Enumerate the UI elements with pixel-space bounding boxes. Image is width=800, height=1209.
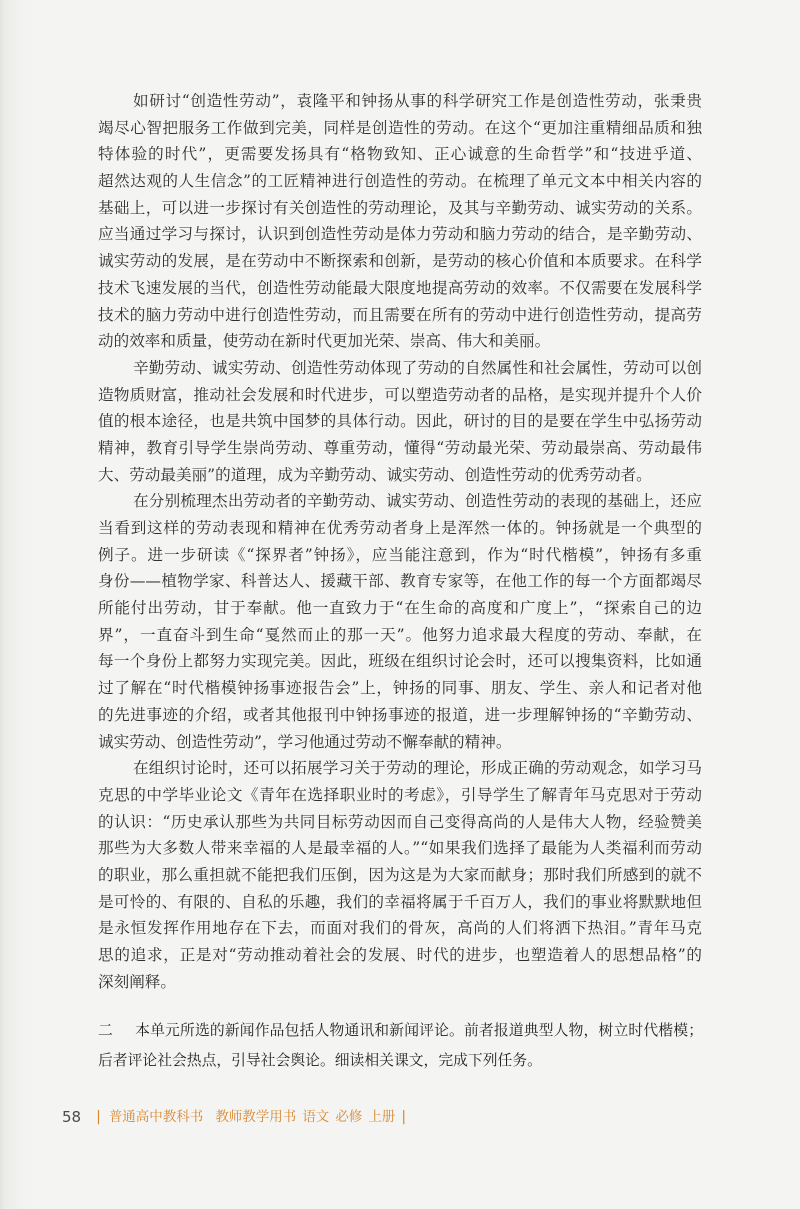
paragraph-line: 例子。进一步研读《“探界者”钟扬》，应当能注意到，作为“时代楷模”，钟扬有多重 (98, 545, 702, 564)
paragraph-zhong-yang (98, 488, 702, 755)
paragraph-labor-attributes (98, 355, 702, 488)
page-number: 58 (62, 1108, 82, 1126)
paragraph-line: 那些为大多数人带来幸福的人是最幸福的人。”“如果我们选择了最能为人类福利而劳动 (98, 839, 702, 858)
paragraph-line: 如研讨“创造性劳动”，袁隆平和钟扬从事的科学研究工作是创造性劳动，张秉贵 (133, 92, 702, 110)
paragraph-line: 的职业，那么重担就不能把我们压倒，因为这是为大家而献身；那时我们所感到的就不 (98, 865, 702, 884)
paragraph-line: 诚实劳动的发展，是在劳动中不断探索和创新，是劳动的核心价值和本质要求。在科学 (98, 252, 702, 271)
paragraph-line: 竭尽心智把服务工作做到完美，同样是创造性的劳动。在这个“更加注重精细品质和独 (98, 118, 702, 137)
paragraph-line: 技术的脑力劳动中进行创造性劳动，而且需要在所有的劳动中进行创造性劳动，提高劳 (98, 305, 702, 324)
paragraph-line: 造物质财富，推动社会发展和时代进步，可以塑造劳动者的品格，是实现并提升个人价 (98, 385, 702, 404)
footer-subject: 语文 (302, 1109, 330, 1125)
page-footer (62, 1106, 406, 1128)
paragraph-line: 是永恒发挥作用地存在下去，而面对我们的骨灰，高尚的人们将洒下热泪。”青年马克 (98, 919, 702, 938)
paragraph-line: 身份——植物学家、科普达人、援藏干部、教育专家等，在他工作的每一个方面都竭尽 (98, 572, 702, 591)
paragraph-creative-labor (98, 88, 702, 355)
paragraph-line: 基础上，可以进一步探讨有关创造性的劳动理论，及其与辛勤劳动、诚实劳动的关系。 (98, 198, 702, 217)
paragraph-line: 技术飞速发展的当代，创造性劳动能最大限度地提高劳动的效率。不仅需要在发展科学 (98, 278, 702, 297)
section-two-text: 本单元所选的新闻作品包括人物通讯和新闻评论。前者报道典型人物，树立时代楷模； (135, 1022, 703, 1039)
paragraph-line: 大、劳动最美丽”的道理，成为辛勤劳动、诚实劳动、创造性劳动的优秀劳动者。 (98, 465, 652, 484)
paragraph-line: 应当通过学习与探讨，认识到创造性劳动是体力劳动和脑力劳动的结合，是辛勤劳动、 (98, 225, 702, 244)
paragraph-line: 超然达观的人生信念”的工匠精神进行创造性的劳动。在梳理了单元文本中相关内容的 (98, 172, 702, 191)
paragraph-line: 在分别梳理杰出劳动者的辛勤劳动、诚实劳动、创造性劳动的表现的基础上，还应 (133, 492, 702, 511)
paragraph-line: 是可怜的、有限的、自私的乐趣，我们的幸福将属于千百万人，我们的事业将默默地但 (98, 892, 702, 911)
paragraph-line: 精神，教育引导学生崇尚劳动、尊重劳动，懂得“劳动最光荣、劳动最崇高、劳动最伟 (98, 438, 702, 457)
paragraph-line: 特体验的时代”，更需要发扬具有“格物致知、正心诚意的生命哲学”和“技进乎道、 (98, 145, 702, 164)
paragraph-line: 值的根本途径，也是共筑中国梦的具体行动。因此，研讨的目的是要在学生中弘扬劳动 (98, 412, 702, 431)
footer-separator: | (401, 1109, 407, 1125)
paragraph-line: 每一个身份上都努力实现完美。因此，班级在组织讨论会时，还可以搜集资料，比如通 (98, 652, 702, 671)
footer-book-type: 教师教学用书 (215, 1109, 297, 1125)
footer-module: 必修 (335, 1109, 363, 1125)
paragraph-line: 的认识：“历史承认那些为共同目标劳动因而自己变得高尚的人是伟大人物，经验赞美 (98, 812, 702, 831)
footer-series: 普通高中教科书 (108, 1109, 204, 1125)
paragraph-line: 所能付出劳动，甘于奉献。他一直致力于“在生命的高度和广度上”，“探索自己的边 (98, 599, 702, 618)
paragraph-line: 过了解在“时代楷模钟扬事迹报告会”上，钟扬的同事、朋友、学生、亲人和记者对他 (98, 679, 702, 698)
paragraph-line: 克思的中学毕业论文《青年在选择职业时的考虑》，引导学生了解青年马克思对于劳动 (98, 785, 702, 804)
paragraph-line: 诚实劳动、创造性劳动”，学习他通过劳动不懈奉献的精神。 (98, 732, 512, 751)
section-two-line (98, 1016, 703, 1046)
paragraph-line: 当看到这样的劳动表现和精神在优秀劳动者身上是浑然一体的。钟扬就是一个典型的 (98, 519, 702, 537)
paragraph-line: 思的追求，正是对“劳动推动着社会的发展、时代的进步，也塑造着人的思想品格”的 (98, 946, 702, 964)
paragraph-line: 辛勤劳动、诚实劳动、创造性劳动体现了劳动的自然属性和社会属性，劳动可以创 (133, 358, 702, 377)
paragraph-line: 在组织讨论时，还可以拓展学习关于劳动的理论，形成正确的劳动观念，如学习马 (133, 759, 702, 778)
paragraph-marx (98, 755, 702, 995)
footer-separator: | (96, 1109, 101, 1125)
article-body (98, 88, 702, 995)
section-number: 二 (98, 1022, 113, 1039)
paragraph-line: 深刻阐释。 (98, 972, 176, 991)
section-two-line: 后者评论社会热点，引导社会舆论。细读相关课文，完成下列任务。 (98, 1051, 542, 1069)
paragraph-line: 的先进事迹的介绍，或者其他报刊中钟扬事迹的报道，进一步理解钟扬的“辛勤劳动、 (98, 705, 702, 724)
footer-volume: 上册 (368, 1109, 396, 1125)
section-two (98, 1016, 703, 1075)
paragraph-line: 动的效率和质量，使劳动在新时代更加光荣、崇高、伟大和美丽。 (98, 332, 551, 351)
paragraph-line: 界”，一直奋斗到生命“戛然而止的那一天”。他努力追求最大程度的劳动、奉献，在 (98, 625, 702, 644)
